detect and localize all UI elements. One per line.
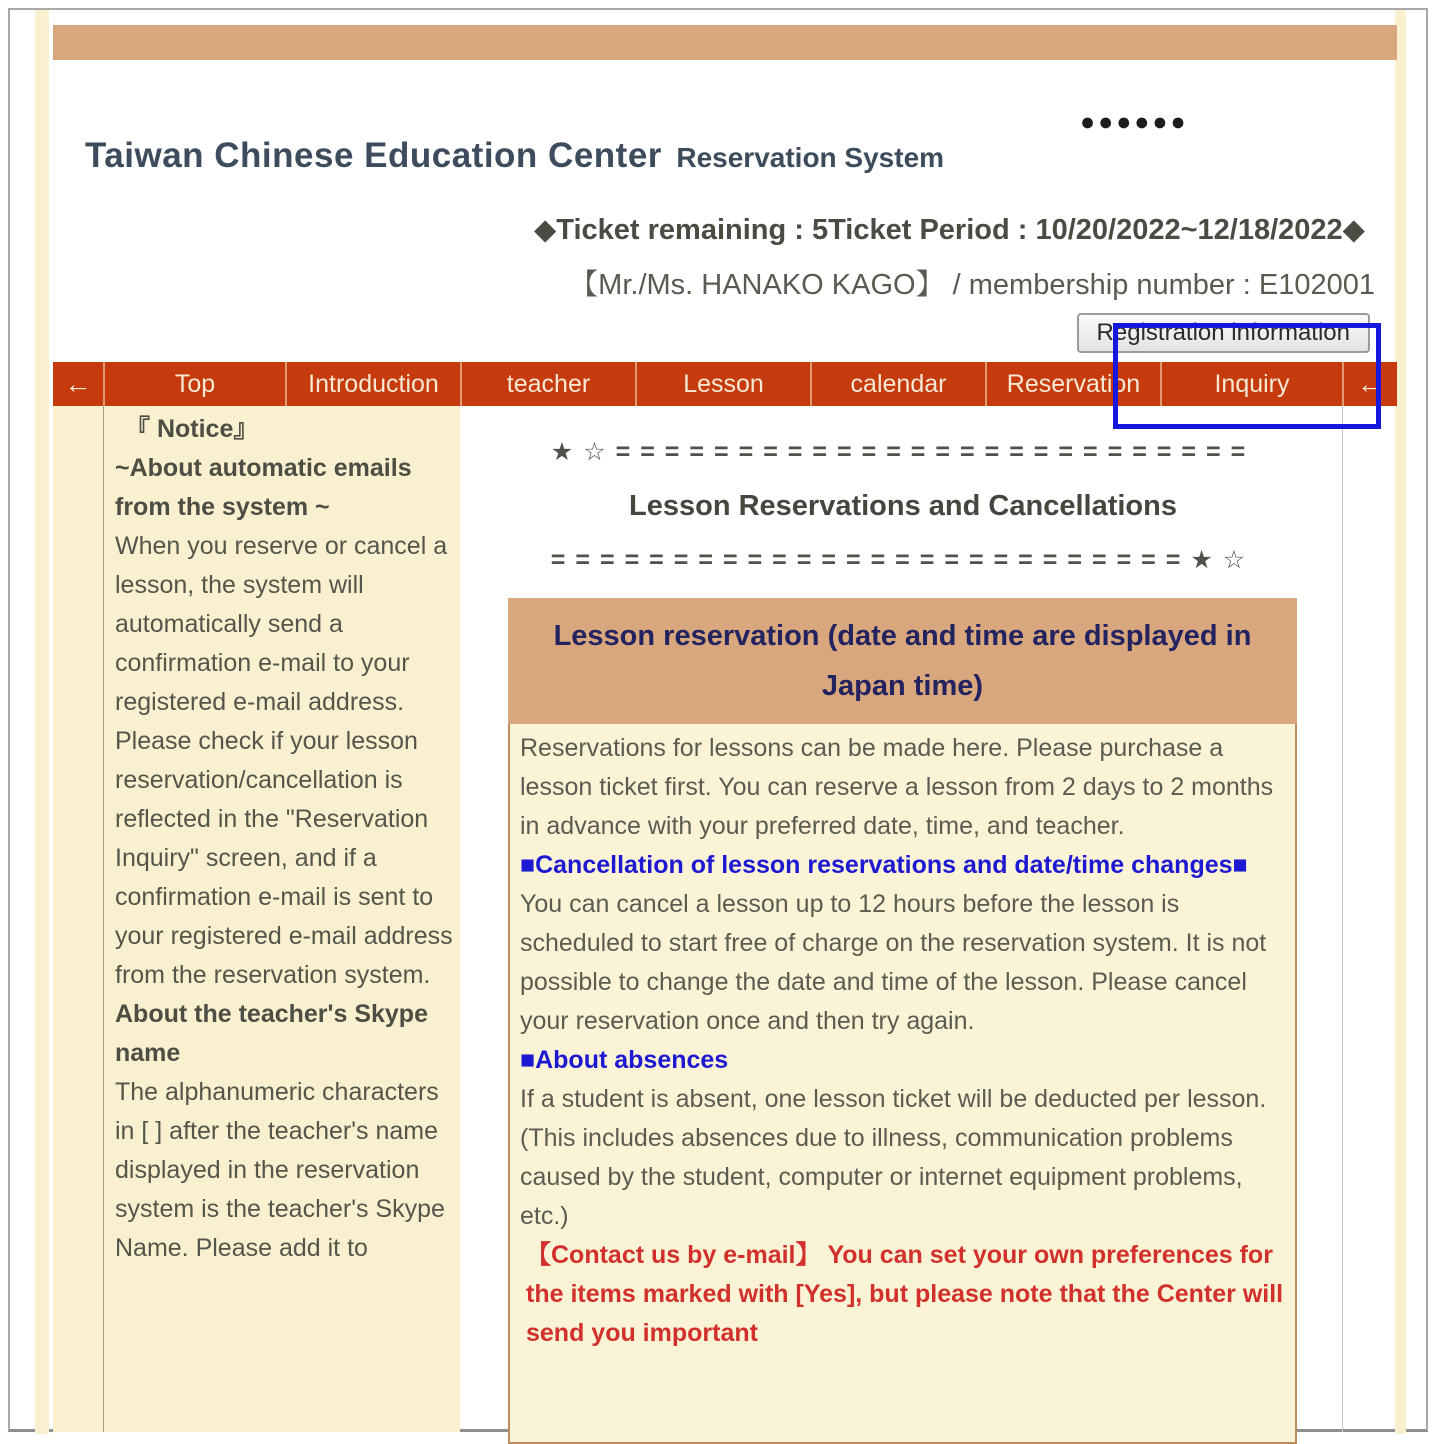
ticket-info: ◆Ticket remaining : 5Ticket Period : 10/20/2022~12/18/2022◆ — [533, 214, 1365, 246]
lesson-reservation-box-body — [508, 724, 1297, 1444]
page-title-sub: Reservation System — [676, 142, 945, 173]
sidebar-divider-line — [103, 406, 104, 1432]
top-tan-bar — [53, 25, 1397, 60]
notice-skype-body: The alphanumeric characters in [ ] after the teacher's name displayed in the reservation system is the teacher's Skype Name. Please add it to — [115, 1078, 445, 1262]
notice-skype-heading: About the teacher's Skype name — [115, 1000, 428, 1067]
nav-item-lesson[interactable]: Lesson — [635, 362, 810, 406]
dots-decoration: ●●●●●● — [1080, 108, 1189, 136]
star-divider-top: ★☆========================== — [550, 438, 1256, 466]
page-background-strip-left — [35, 10, 49, 1434]
notice-emails-body: When you reserve or cancel a lesson, the system will automatically send a confirmation e-mail to your registered e-mail address. Please check if your lesson reservation/cancellation is reflected in the "Reservation Inquiry" screen, and if a confirmation e-mail is sent to your registered e-mail address from the reservation system. — [115, 532, 453, 989]
lesson-reservation-box-title: Lesson reservation (date and time are displayed in Japan time) — [508, 598, 1297, 724]
nav-back-arrow-right[interactable]: ← — [1342, 362, 1397, 406]
page-title-main: Taiwan Chinese Education Center — [85, 136, 662, 175]
reservation-paragraph: Reservations for lessons can be made here. Please purchase a lesson ticket first. You can reserve a lesson from 2 days to 2 months in advance with your preferred date, time, and teacher. — [520, 734, 1274, 840]
section-title: Lesson Reservations and Cancellations — [629, 490, 1177, 522]
inquiry-highlight-annotation — [1113, 323, 1381, 429]
nav-item-teacher[interactable]: teacher — [460, 362, 635, 406]
nav-item-introduction[interactable]: Introduction — [285, 362, 460, 406]
page-background-strip-right — [1395, 10, 1406, 1434]
nav-item-top[interactable]: Top — [103, 362, 285, 406]
cancellation-paragraph: You can cancel a lesson up to 12 hours before the lesson is scheduled to start free of charge on the reservation system. It is not possible to change the date and time of the lesson. Please cancel your reservation once and then try again. — [520, 890, 1267, 1035]
contact-email-paragraph: 【Contact us by e-mail】 You can set your own preferences for the items marked with [Yes], but please note that the Center will send you important — [526, 1241, 1284, 1347]
star-divider-bottom: ==========================★☆ — [550, 546, 1256, 574]
absences-heading: ■About absences — [520, 1046, 729, 1074]
nav-item-calendar[interactable]: calendar — [810, 362, 985, 406]
page-title — [85, 136, 944, 176]
notice-sidebar-text — [115, 410, 453, 1268]
nav-item-reservation[interactable]: Reservation — [985, 362, 1160, 406]
content-right-grid-line — [1342, 406, 1343, 1432]
registration-information-button[interactable]: Registration information — [1077, 313, 1370, 353]
notice-title: 『 Notice』 — [125, 415, 259, 443]
nav-back-arrow-left[interactable]: ← — [64, 368, 92, 399]
cancellation-heading: ■Cancellation of lesson reservations and date/time changes■ — [520, 851, 1248, 879]
lesson-reservation-box — [508, 598, 1297, 1444]
absences-paragraph: If a student is absent, one lesson ticket will be deducted per lesson. (This includes absences due to illness, communication problems caused by the student, computer or internet equipment problems, etc.) — [520, 1085, 1267, 1230]
notice-emails-heading: ~About automatic emails from the system ~ — [115, 454, 412, 521]
nav-item-inquiry[interactable]: Inquiry — [1160, 362, 1342, 406]
member-info: 【Mr./Ms. HANAKO KAGO】 / membership number : E102001 — [569, 269, 1375, 301]
